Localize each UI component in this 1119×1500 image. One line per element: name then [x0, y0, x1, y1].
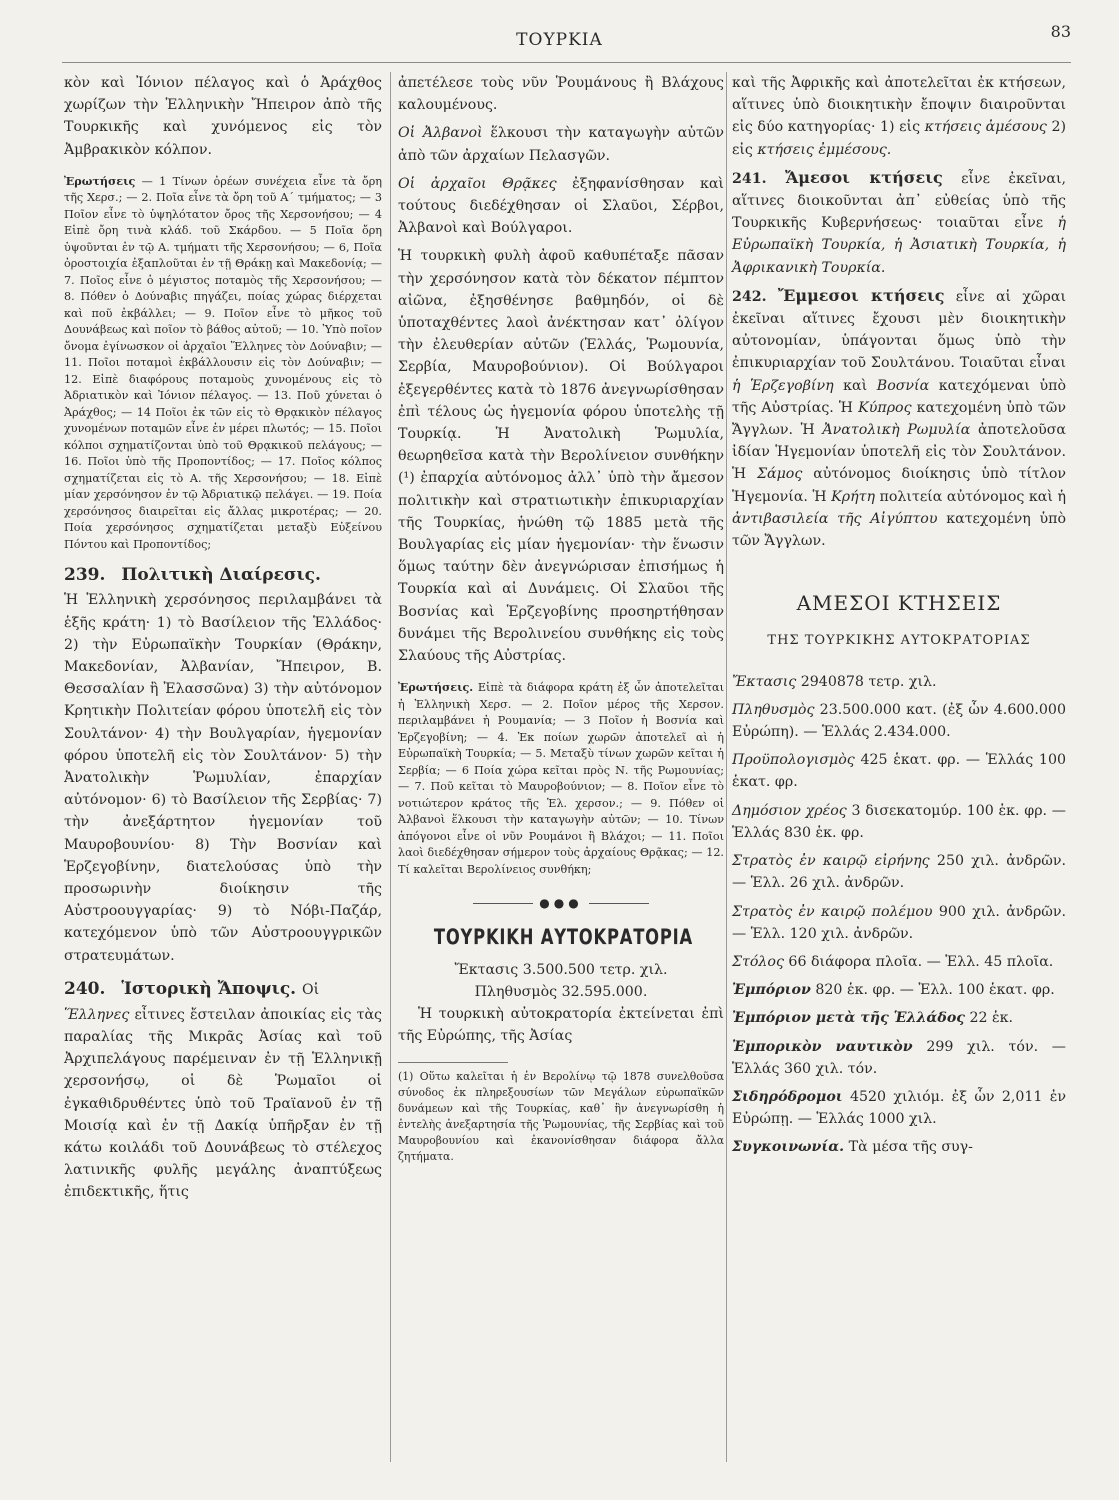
- col3-p1: [732, 72, 1066, 161]
- column-2: [398, 72, 724, 1171]
- stat-item: [732, 699, 1066, 743]
- col2-p1: ἀπετέλεσε τοὺς νῦν Ῥουμάνους ἢ Βλάχους καλουμένους.: [398, 75, 724, 114]
- column-divider-1: [390, 72, 391, 1462]
- section-240-em: Ἕλληνες: [64, 1006, 130, 1023]
- thracians-em: Οἱ ἀρχαῖοι Θρᾷκες: [398, 175, 557, 192]
- section-242: [732, 285, 1066, 552]
- section-239-text: Ἡ Ἑλληνικὴ χερσόνησος περιλαμβάνει τὰ ἑξῆς κράτη· 1) τὸ Βασίλειον τῆς Ἑλλάδος· 2) τὴν Εὐρωπαϊκὴν Τουρκίαν (Θράκην, Μακεδονίαν, Ἀλβανίαν, Ἤπειρον, Β. Θεσσαλίαν ἢ Ἐλασσῶνα) 3) τὴν αὐτόνομον Κρητικὴν Πολιτείαν φόρου ὑποτελῆ εἰς τὸν Σουλτάνον· 4) τὴν Βουλγαρίαν, ἡγεμονίαν φόρου ὑποτελῆ εἰς τὸν Σουλτάνον· 5) τὴν Ἀνατολικὴν Ῥωμυλίαν, ἐπαρχίαν αὐτόνομον· 6) τὸ Βασίλειον τῆς Σερβίας· 7) τὴν ἀνεξάρτητον ἡγεμονίαν τοῦ Μαυροβουνίου· 8) Τὴν Βοσνίαν καὶ Ἑρζεγοβίνην, διατελούσας ὑπὸ τὴν προσωρινὴν διοίκησιν τῆς Αὐστροουγγαρίας· 9) τὸ Νόβι-Παζάρ, κατεχόμενον ὑπὸ τῶν Αὐστροουγγρικῶν στρατευμάτων.: [64, 592, 382, 964]
- col1-intro: κὸν καὶ Ἰόνιον πέλαγος καὶ ὁ Ἀράχθος χωρίζων τὴν Ἑλληνικὴν Ἤπειρον ἀπὸ τῆς Τουρκικῆς καὶ χυνόμενος εἰς τὸν Ἀμβρακικὸν κόλπον.: [64, 75, 382, 158]
- african-turkey-em: ἡ Ἀφρικανικὴ Τουρκία.: [732, 237, 1066, 276]
- stat-text: 820 ἑκ. φρ. — Ἑλλ. 100 ἑκατ. φρ.: [815, 982, 1055, 999]
- european-turkey-em: ἡ Εὐρωπαϊκὴ Τουρκία,: [732, 215, 1066, 254]
- section-239-heading: [64, 563, 382, 587]
- stat-text: 425 ἑκατ. φρ. — Ἑλλάς 100 ἑκατ. φρ.: [732, 752, 1066, 791]
- section-242-text6: πολιτεία αὐτόνομος καὶ ἡ: [879, 488, 1066, 505]
- stat-item: [732, 671, 1066, 693]
- section-242-text3: κατεχομένη ὑπὸ τῶν Ἄγγλων. Ἡ: [732, 399, 1066, 439]
- section-240-text: [64, 1004, 382, 1204]
- stat-item: [732, 1007, 1066, 1029]
- egypt-em: ἀντιβασιλεία τῆς Αἰγύπτου: [732, 510, 938, 527]
- section-239-number: 239.: [64, 565, 106, 586]
- col2-questions: [398, 679, 724, 878]
- col2-p4: Ἡ τουρκικὴ φυλὴ ἀφοῦ καθυπέταξε πᾶσαν τὴν χερσόνησον κατὰ τὸν δέκατον πέμπτον αἰῶνα, ἐξησθένησε βαθμηδόν, οἱ δὲ ὑποταχθέντες λαοὶ ἀνέκτησαν κατ᾽ ὀλίγον τὴν ἐλευθερίαν αὐτῶν (Ἑλλάς, Ῥωμουνία, Σερβία, Μαυροβούνιον). Οἱ Βούλγαροι ἐξεγερθέντες κατὰ τὸ 1876 ἀνεγνωρίσθησαν ἐπὶ τέλους ὡς ἡγεμονία φόρου ὑποτελὴς τῇ Τουρκίᾳ. Ἡ Ἀνατολικὴ Ῥωμυλία, θεωρηθεῖσα κατὰ τὴν Βερολίνειον συνθήκην (¹) ἐπαρχία αὐτόνομος ἀλλ᾽ ὑπὸ τὴν ἄμεσον πολιτικὴν καὶ στρατιωτικὴν ἐπικυριαρχίαν τῆς Τουρκίας, ἡνώθη τῷ 1885 μετὰ τῆς Βουλγαρίας εἰς μίαν ἡγεμονίαν· τὴν ἕνωσιν ὅμως ταύτην δὲν ἀνεγνώρισαν ἐπισήμως ἡ Τουρκία καὶ αἱ Δυνάμεις. Οἱ Σλαῦοι τῆς Βοσνίας καὶ Ἑρζεγοβίνης προσηρτήθησαν δυνάμει τῆς Βερολινείου συνθήκης εἰς τοὺς Σλαύους τῆς Αὐστρίας.: [398, 248, 724, 665]
- ornament-divider: ●●●: [398, 892, 724, 914]
- stat-text: 250 χιλ. ἀνδρῶν. — Ἑλλ. 26 χιλ. ἀνδρῶν.: [732, 853, 1066, 892]
- stat-label: Στόλος: [732, 953, 784, 970]
- questions-label-2: Ἐρωτήσεις.: [398, 680, 474, 695]
- col2-p3: [398, 173, 724, 240]
- stat-item: [732, 979, 1066, 1001]
- col2-p5: Ἡ τουρκικὴ αὐτοκρατορία ἐκτείνεται ἐπὶ τῆς Εὐρώπης, τῆς Ἀσίας: [398, 1006, 724, 1045]
- section-241-title: Ἄμεσοι κτήσεις: [784, 167, 943, 187]
- section-242-title: Ἔμμεσοι κτήσεις: [777, 285, 945, 305]
- section-242-and: καὶ: [843, 377, 868, 394]
- col1-questions: [64, 173, 382, 554]
- col2-p2: [398, 122, 724, 166]
- stat-text: 3 δισεκατομύρ. 100 ἑκ. φρ. — Ἑλλάς 830 ἑκ. φρ.: [732, 802, 1066, 841]
- stat-label: Πληθυσμὸς: [732, 701, 815, 718]
- footnote-rule: [398, 1062, 508, 1063]
- questions-label: Ἐρωτήσεις: [64, 173, 136, 188]
- section-240-body: εἶτινες ἔστειλαν ἀποικίας εἰς τὰς παραλίας τῆς Μικρᾶς Ἀσίας καὶ τοῦ Ἀρχιπελάγους παρέμειναν ἐν τῇ Ἑλληνικῇ χερσονήσῳ, οἱ δὲ Ῥωμαῖοι οἱ ἐγκαθιδρυθέντες ὑπὸ τοῦ Τραϊανοῦ ἐν τῇ Μοισίᾳ καὶ ἐν τῇ Δακίᾳ ὑπῆρξαν ἐν τῇ κάτω κοιλάδι τοῦ Δουνάβεως τὸ στέλεχος λατινικῆς φυλῆς μεγάλης ἀναπτύξεως ἐπιδεκτικῆς, ἥτις: [64, 1006, 382, 1201]
- section-242-number: 242.: [732, 288, 767, 305]
- section-242-text4: ἀποτελοῦσα ἰδίαν Ἡγεμονίαν ὑποτελῆ εἰς τὸν Σουλτάνον. Ἡ: [732, 422, 1067, 483]
- albanians-em: Οἱ Ἀλβανοὶ: [398, 125, 483, 142]
- stat-label: Δημόσιον χρέος: [732, 802, 847, 819]
- section-242-text7: κατεχομένη ὑπὸ τῶν Ἄγγλων.: [732, 510, 1067, 550]
- samos-em: Σάμος: [756, 466, 803, 483]
- stat-item: [732, 749, 1066, 793]
- stat-item: [732, 1036, 1066, 1080]
- direct-possessions-title: ΑΜΕΣΟΙ ΚΤΗΣΕΙΣ: [796, 591, 1002, 616]
- indirect-possessions-em: κτήσεις ἐμμέσους.: [757, 141, 892, 158]
- crete-em: Κρήτη: [831, 488, 875, 505]
- direct-possessions-em: κτήσεις ἀμέσους: [924, 119, 1047, 136]
- stat-label: Στρατὸς ἐν καιρῷ πολέμου: [732, 903, 933, 920]
- page-number: 83: [1050, 22, 1071, 41]
- section-241-number: 241.: [732, 170, 767, 187]
- section-240-heading: [64, 977, 382, 1002]
- section-242-text2: κατεχόμεναι ὑπὸ τῆς Αὐστρίας. Ἡ: [732, 377, 1066, 416]
- empire-area: Ἔκτασις 3.500.500 τετρ. χιλ.: [454, 961, 668, 978]
- section-239-title: Πολιτικὴ Διαίρεσις.: [121, 565, 321, 586]
- stat-label: Ἐμπόριον μετὰ τῆς Ἑλλάδος: [732, 1010, 965, 1027]
- stat-item: [732, 901, 1066, 945]
- stat-text: 299 χιλ. τόν. — Ἑλλάς 360 χιλ. τόν.: [732, 1038, 1066, 1077]
- stat-label: Ἐμπορικὸν ναυτικὸν: [732, 1038, 913, 1055]
- turkish-empire-title: ΤΟΥΡΚΙΚΗ ΑΥΤΟΚΡΑΤΟΡΙΑ: [433, 925, 693, 950]
- running-header: ΤΟΥΡΚΙΑ: [516, 30, 603, 50]
- section-241-text: εἶνε ἐκεῖναι, αἵτινες διοικοῦνται ἀπ᾽ εὐθείας ὑπὸ τῆς Τουρκικῆς Κυβερνήσεως· τοιαῦται εἶνε: [732, 170, 1067, 232]
- stat-item: [732, 951, 1066, 973]
- stat-label: Προϋπολογισμὸς: [732, 752, 855, 769]
- questions-text-2: Εἰπὲ τὰ διάφορα κράτη ἐξ ὧν ἀποτελεῖται ἡ Ἑλληνικὴ Χερσ. — 2. Ποῖον μέρος τῆς Χερσον. περιλαμβάνει ἡ Ρουμανία; — 3 Ποῖον ἡ Βοσνία καὶ Ἑρζεγοβίνη; — 4. Ἐκ ποίων χωρῶν ἀποτελεῖ αὶ ἡ Εὐρωπαϊκὴ Τουρκία; — 5. Μεταξὺ τίνων χωρῶν κεῖται ἡ Σερβία; — 6 Ποία χώρα κεῖται πρὸς Ν. τῆς Ρωμουνίας; — 7. Ποῦ κεῖται τὸ Μαυροβούνιον; — 8. Ποῖον εἶνε τὸ νοτιώτερον κράτος τῆς Ἑλ. χερσον.; — 9. Πόθεν οἱ Ἀλβανοὶ ἕλκουσι τὴν καταγωγὴν αὐτῶν; — 10. Τίνων ἀπόγονοι εἶνε οἱ νῦν Ρουμάνοι ἢ Βλάχοι; — 11. Ποῖοι λαοὶ διεδέχθησαν σήμερον τοὺς ἀρχαίους Θρᾷκας; — 12. Τί καλεῖται Βερολίνειος συνθήκη;: [398, 681, 724, 876]
- stat-item: [732, 850, 1066, 894]
- column-1: [64, 72, 382, 1210]
- stat-label: Σιδηρόδρομοι: [732, 1088, 843, 1105]
- section-241: [732, 167, 1066, 279]
- section-240-title: Ἱστορικὴ Ἄποψις.: [121, 978, 297, 999]
- empire-population: Πληθυσμὸς 32.595.000.: [474, 983, 648, 1000]
- stat-text: 900 χιλ. ἀνδρῶν. — Ἑλλ. 120 χιλ. ἀνδρῶν.: [732, 903, 1066, 942]
- stat-text: 2940878 τετρ. χιλ.: [800, 673, 937, 690]
- stat-item: [732, 1136, 1066, 1158]
- column-divider-2: [726, 72, 727, 1462]
- stat-text: Τὰ μέσα τῆς συγ-: [848, 1139, 973, 1156]
- eastern-rumelia-em: Ἀνατολικὴ Ρωμυλία: [822, 422, 971, 439]
- section-240-lead: Οἱ: [302, 981, 320, 998]
- stat-item: [732, 1086, 1066, 1130]
- stat-label: Συγκοινωνία.: [732, 1139, 845, 1156]
- stat-text: 23.500.000 κατ. (ἐξ ὧν 4.600.000 Εὐρώπη). — Ἑλλάς 2.434.000.: [732, 701, 1066, 741]
- asian-turkey-em: ἡ Ἀσιατικὴ Τουρκία,: [893, 237, 1050, 254]
- column-3: [732, 72, 1066, 1165]
- cyprus-em: Κύπρος: [858, 399, 912, 416]
- questions-text: — 1 Τίνων ὀρέων συνέχεια εἶνε τὰ ὄρη τῆς Χερσ.; — 2. Ποῖα εἶνε τὰ ὄρη τοῦ Α΄ τμήματος; — 3 Ποῖον εἶνε τὸ ὑψηλότατον ὄρος τῆς Χερσονήσου; — 4 Εἰπὲ ὄρη τινὰ κλάδ. τοῦ Σκάρδου. — 5 Ποῖα ὄρη ὑψοῦνται ἐν τῷ Α. τμήματι τῆς Χερσονήσου; — 6, Ποῖα ὀροστοιχία ἐξαπλοῦται ἐν τῇ Θράκῃ καὶ Μακεδονίᾳ; — 7. Ποῖος εἶνε ὁ μέγιστος ποταμὸς τῆς Χερσονήσου; — 8. Πόθεν ὁ Δούναβις πηγάζει, ποίας χώρας διέρχεται καὶ ποῦ ἐκβάλλει; — 9. Ποῖον εἶνε τὸ μῆκος τοῦ Δουνάβεως καὶ ποῖον τὸ βάθος αὐτοῦ; — 10. Ὑπὸ ποῖον ὄνομα ἐγίνωσκον οἱ ἀρχαῖοι Ἕλληνες τὸν Δούναβιν; — 11. Ποῖοι ποταμοὶ ἐκβάλλουσιν εἰς τὸν Δούναβιν; — 12. Εἰπὲ διαφόρους ποταμοὺς χυνομένους εἰς τὸ Ἀδριατικὸν καὶ Ἰόνιον πέλαγος. — 13. Ποῦ χύνεται ὁ Ἀράχθος; — 14 Ποῖοι ἐκ τῶν εἰς τὸ Θρᾳκικὸν πέλαγος χυνομένων ποταμῶν εἶνε ἐν μέρει πλωτός; — 15. Ποῖοι κόλποι σχηματίζονται ὑπὸ τοῦ Θρᾳκικοῦ πελάγους; — 16. Ποῖοι ὑπὸ τῆς Προποντίδος; — 17. Ποῖος κόλπος σχηματίζεται εἰς τὸ Α. τῆς Χερσονήσου; — 18. Εἰπὲ μίαν χερσόνησον ἐν τῷ Ἀδριατικῷ πελάγει. — 19. Ποία χερσόνησος διαιρεῖται εἰς ἄλλας μικροτέρας; — 20. Ποία χερσόνησος σχηματίζεται μεταξὺ Εὐξείνου Πόντου καὶ Προποντίδος;: [64, 174, 382, 551]
- col3-p1-text: καὶ τῆς Ἀφρικῆς καὶ ἀποτελεῖται ἐκ κτήσεων, αἵτινες ὑπὸ διοικητικὴν ἔποψιν διαιροῦνται εἰς δύο κατηγορίας· 1) εἰς: [732, 75, 1066, 136]
- herzegovina-em: ἡ Ἑρζεγοβίνη: [732, 377, 834, 394]
- footnote: (1) Οὕτω καλεῖται ἡ ἐν Βερολίνῳ τῷ 1878 συνελθοῦσα σύνοδος ἐκ πληρεξουσίων τῶν Μεγάλων εὐρωπαϊκῶν δυνάμεων καὶ τῆς Τουρκίας, καθ᾽ ἣν ἀνεγνωρίσθη ἡ ἐντελὴς ἀνεξαρτησία τῆς Ῥωμουνίας, τῆς Σερβίας καὶ τοῦ Μαυροβουνίου καὶ ἐκανονίσθησαν διάφορα ἄλλα ζητήματα.: [398, 1069, 724, 1163]
- stat-label: Ἐμπόριον: [732, 982, 811, 999]
- bosnia-em: Βοσνία: [876, 377, 930, 394]
- stat-text: 66 διάφορα πλοῖα. — Ἑλλ. 45 πλοῖα.: [788, 953, 1054, 970]
- stat-label: Στρατὸς ἐν καιρῷ εἰρήνης: [732, 853, 930, 870]
- header-rule: [62, 62, 1071, 63]
- stats-list: [732, 671, 1066, 1159]
- col2-p3-text: ἐξηφανίσθησαν καὶ τούτους διεδέχθησαν οἱ Σλαῦοι, Σέρβοι, Ἀλβανοὶ καὶ Βούλγαροι.: [398, 175, 724, 237]
- stat-text: 22 ἑκ.: [969, 1010, 1013, 1027]
- col3-p1-mid: 2) εἰς: [732, 119, 1066, 158]
- stat-label: Ἔκτασις: [732, 673, 797, 690]
- stat-item: [732, 800, 1066, 844]
- section-242-text: εἶνε αἱ χῶραι ἐκεῖναι αἵτινες ἔχουσι μὲν διοικητικὴν αὐτονομίαν, ὑπάγονται ὅμως ὑπὸ τὴν ἐπικυριαρχίαν τοῦ Σουλτάνου. Τοιαῦται εἶναι: [732, 288, 1067, 372]
- direct-possessions-subtitle: ΤΗΣ ΤΟΥΡΚΙΚΗΣ ΑΥΤΟΚΡΑΤΟΡΙΑΣ: [767, 633, 1031, 649]
- col2-p2-text: ἕλκουσι τὴν καταγωγὴν αὐτῶν ἀπὸ τῶν ἀρχαίων Πελασγῶν.: [398, 125, 724, 164]
- section-242-text5: αὐτόνομος διοίκησις ὑπὸ τίτλον Ἡγεμονία. Ἡ: [732, 466, 1066, 505]
- stat-text: 4520 χιλιόμ. ἐξ ὧν 2,011 ἐν Εὐρώπῃ. — Ἑλλάς 1000 χιλ.: [732, 1088, 1066, 1128]
- section-240-number: 240.: [64, 978, 106, 999]
